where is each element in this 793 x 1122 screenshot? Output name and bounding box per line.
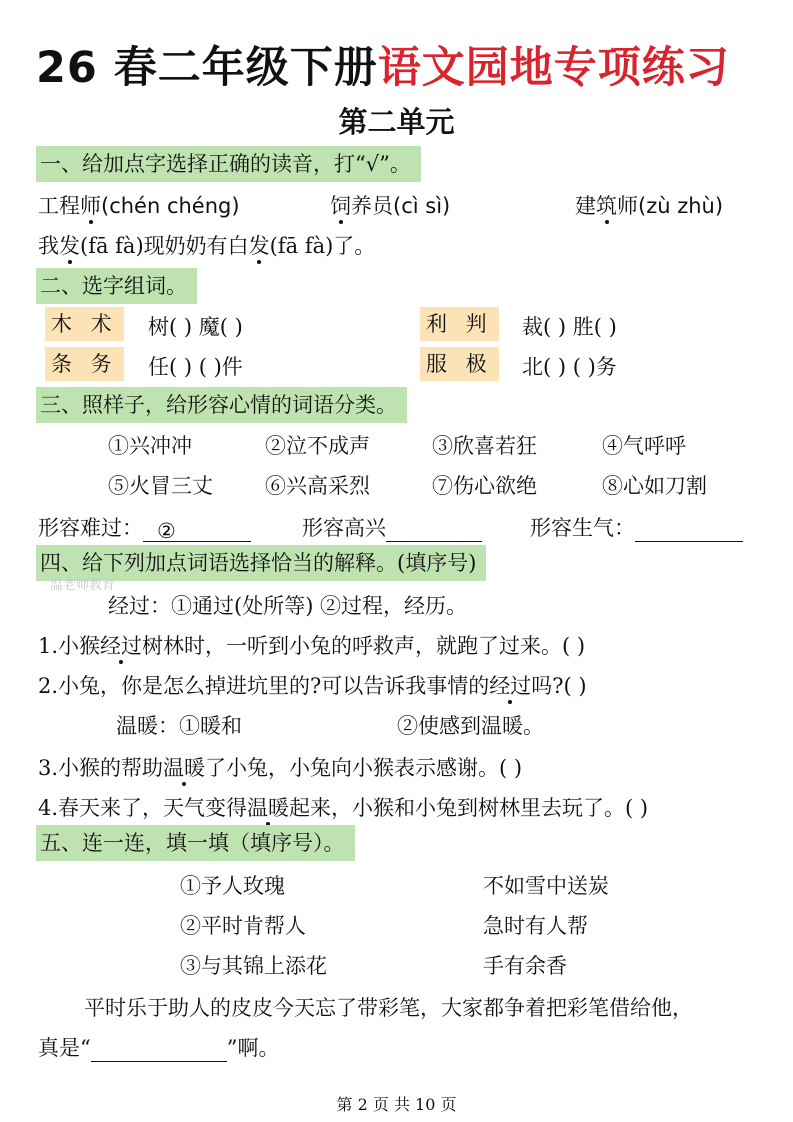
word-item: ①兴冲冲 — [108, 434, 192, 458]
s2-row1-left: 树( ) 魔( ) — [148, 315, 243, 339]
question-3: 3.小猴的帮助温暖了小兔，小兔向小猴表示感谢。( ) — [38, 756, 523, 780]
word-item: ②泣不成声 — [265, 434, 370, 458]
word-item: ⑤火冒三丈 — [108, 474, 213, 498]
watermark: 温老师教育 — [50, 578, 116, 593]
match-left[interactable]: ③与其锦上添花 — [180, 954, 327, 978]
word-item: ③欣喜若狂 — [432, 434, 537, 458]
match-right[interactable]: 不如雪中送炭 — [483, 874, 609, 898]
word-item: ④气呼呼 — [602, 434, 686, 458]
question-4: 4.春天来了，天气变得温暖起来，小猴和小兔到树林里去玩了。( ) — [38, 796, 649, 820]
category-happy: 形容高兴 — [302, 512, 482, 542]
s1-item-b: 饲养员(cì sì) — [330, 194, 451, 218]
s2-row1-right: 裁( ) 胜( ) — [522, 315, 617, 339]
definition-jingguo: 经过：①通过(处所等) ②过程，经历。 — [108, 594, 468, 618]
question-2: 2.小兔，你是怎么掉进坑里的?可以告诉我事情的经过吗?( ) — [38, 674, 587, 698]
char-pair-tag: 利 判 — [420, 307, 499, 341]
answer-blank[interactable]: ② — [143, 519, 251, 542]
page-title — [36, 34, 730, 95]
definition-wennuan-b: ②使感到温暖。 — [397, 714, 544, 738]
match-right[interactable]: 急时有人帮 — [483, 914, 588, 938]
section-1-heading: 一、给加点字选择正确的读音，打“√”。 — [36, 146, 421, 182]
word-item: ⑧心如刀割 — [602, 474, 707, 498]
s1-item-d: 我发(fā fà)现奶奶有白发(fā fà)了。 — [38, 234, 376, 258]
paragraph-line-1: 平时乐于助人的皮皮今天忘了带彩笔，大家都争着把彩笔借给他， — [84, 996, 693, 1020]
char-pair-tag: 条 务 — [45, 347, 124, 381]
section-5-heading: 五、连一连，填一填（填序号）。 — [36, 825, 355, 861]
char-pair-tag: 木 术 — [45, 307, 124, 341]
char-pair-tag: 服 极 — [420, 347, 499, 381]
title-black: 26 春二年级下册 — [36, 43, 378, 93]
match-left[interactable]: ①予人玫瑰 — [180, 874, 285, 898]
word-item: ⑦伤心欲绝 — [432, 474, 537, 498]
section-2-heading: 二、选字组词。 — [36, 268, 197, 304]
answer-blank[interactable] — [386, 519, 482, 542]
s2-row2-left: 任( ) ( )件 — [148, 355, 243, 379]
question-1: 1.小猴经过树林时，一听到小兔的呼救声，就跑了过来。( ) — [38, 634, 586, 658]
paragraph-line-2: 真是“ ”啊。 — [38, 1036, 280, 1060]
page-footer: 第 2 页 共 10 页 — [336, 1095, 457, 1114]
answer-blank[interactable] — [91, 1039, 227, 1062]
category-angry: 形容生气： — [530, 512, 743, 542]
section-3-heading: 三、照样子，给形容心情的词语分类。 — [36, 387, 407, 423]
s1-item-a: 工程师(chén chéng) — [38, 194, 240, 218]
word-item: ⑥兴高采烈 — [265, 474, 370, 498]
definition-wennuan: 温暖：①暖和 — [116, 714, 242, 738]
category-sad: 形容难过： ② — [38, 512, 251, 542]
title-red: 语文园地专项练习 — [377, 43, 730, 93]
match-right[interactable]: 手有余香 — [483, 954, 567, 978]
section-4-heading: 四、给下列加点词语选择恰当的解释。(填序号) — [36, 545, 486, 581]
unit-subtitle: 第二单元 — [338, 105, 455, 139]
answer-blank[interactable] — [635, 519, 743, 542]
s1-item-c: 建筑师(zù zhù) — [575, 194, 724, 218]
s2-row2-right: 北( ) ( )务 — [522, 355, 617, 379]
match-left[interactable]: ②平时肯帮人 — [180, 914, 306, 938]
